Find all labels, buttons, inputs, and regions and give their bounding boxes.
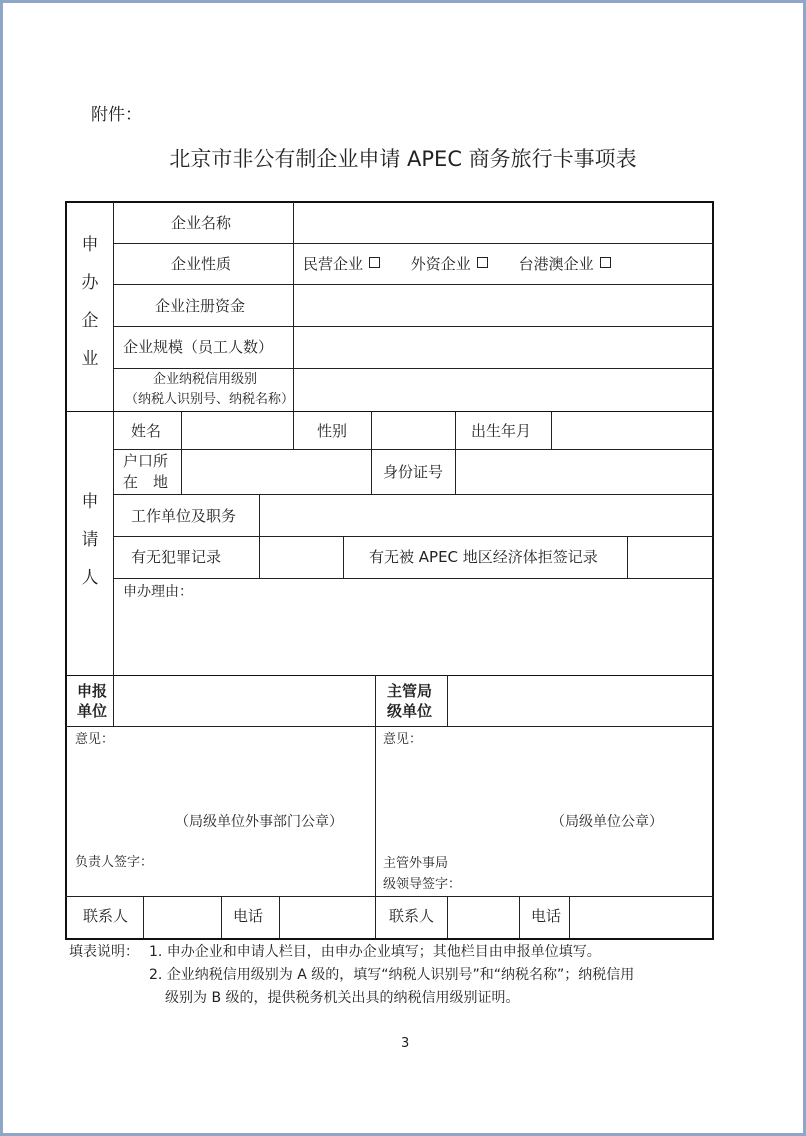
supervisor-unit-line2: 级单位 (387, 702, 433, 720)
form-title: 北京市非公有制企业申请 APEC 商务旅行卡事项表 (169, 147, 637, 171)
checkbox-icon[interactable] (477, 257, 488, 268)
applicant-name-label: 姓名 (131, 422, 162, 440)
applicant-birth-label: 出生年月 (471, 422, 532, 440)
applicant-gender-label: 性别 (317, 422, 348, 440)
opinion-right-label: 意见： (383, 732, 423, 747)
contact-right-label: 联系人 (389, 907, 435, 925)
applicant-apec-label: 有无被 APEC 地区经济体拒签记录 (369, 548, 598, 566)
applicant-side-label: 申 请 人 (81, 492, 99, 588)
table-top-border (65, 201, 713, 203)
company-section-bottom (65, 411, 713, 412)
company-scale-label: 企业规模（员工人数） (123, 338, 274, 356)
company-value-divider (293, 202, 294, 412)
applicant-hukou-line2: 在 地 (123, 473, 169, 491)
note-1: 1. 申办企业和申请人栏目，由申办企业填写；其他栏目由申报单位填写。 (149, 944, 601, 960)
applicant-id-label: 身份证号 (383, 463, 444, 481)
option-hk-macau-taiwan[interactable]: 台港澳企业 (519, 257, 611, 272)
sign-left-label: 负责人签字： (75, 855, 154, 870)
page-number: 3 (401, 1036, 410, 1051)
note-2-line1: 2. 企业纳税信用级别为 A 级的，填写“纳税人识别号”和“纳税名称”；纳税信用 (149, 967, 635, 983)
sign-right-line2: 级领导签字： (383, 877, 462, 892)
units-middle-divider (375, 675, 376, 938)
company-capital-label: 企业注册资金 (155, 297, 246, 315)
report-unit-line1: 申报 (77, 682, 108, 700)
applicant-crime-label: 有无犯罪记录 (131, 548, 222, 566)
report-unit-line2: 单位 (77, 702, 108, 720)
table-bottom-border (65, 938, 713, 940)
checkbox-icon[interactable] (600, 257, 611, 268)
contact-left-label: 联系人 (83, 907, 129, 925)
company-name-label: 企业名称 (171, 214, 232, 232)
applicant-hukou-line1: 户口所 (123, 452, 169, 470)
phone-right-label: 电话 (531, 907, 562, 925)
company-tax-label-line2: （纳税人识别号、纳税名称） (125, 392, 295, 407)
notes-prefix: 填表说明： (69, 944, 139, 960)
attachment-label: 附件： (91, 105, 142, 125)
seal-right-label: （局级单位公章） (551, 814, 663, 830)
supervisor-unit-line1: 主管局 (387, 682, 433, 700)
applicant-reason-label: 申办理由： (123, 584, 193, 600)
note-2-line2: 级别为 B 级的，提供税务机关出具的纳税信用级别证明。 (165, 990, 520, 1006)
applicant-work-label: 工作单位及职务 (131, 507, 237, 525)
opinion-left-label: 意见： (75, 732, 115, 747)
option-private[interactable]: 民营企业 (303, 257, 380, 272)
table-right-border (712, 201, 714, 940)
phone-left-label: 电话 (233, 907, 264, 925)
company-nature-label: 企业性质 (171, 255, 232, 273)
sign-right-line1: 主管外事局 (383, 856, 449, 871)
side-label-divider (113, 202, 114, 676)
company-tax-label-line1: 企业纳税信用级别 (153, 372, 258, 387)
applicant-section-bottom (65, 675, 713, 676)
company-side-label: 申 办 企 业 (81, 235, 99, 369)
company-nature-options (303, 257, 637, 272)
seal-left-label: （局级单位外事部门公章） (175, 814, 343, 830)
table-left-border (65, 201, 67, 940)
checkbox-icon[interactable] (369, 257, 380, 268)
option-foreign[interactable]: 外资企业 (411, 257, 488, 272)
